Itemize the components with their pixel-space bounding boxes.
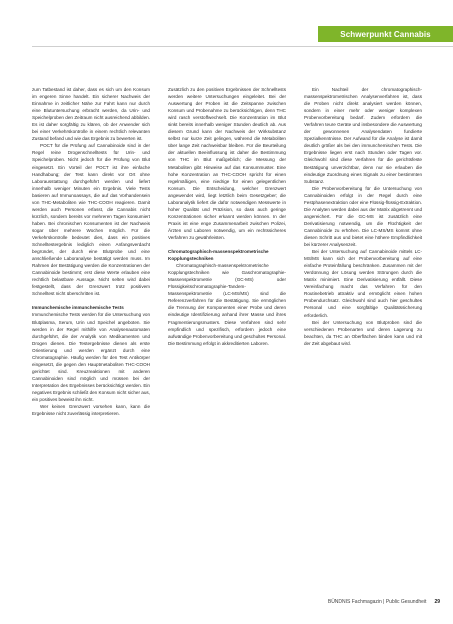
text-column-1 <box>32 86 150 586</box>
page-number: 29 <box>434 599 440 605</box>
paragraph: Bei der Untersuchung von Blutproben sind die verschiedenen Probenarten und deren Lagerung zu beachten, da THC an Oberflächen binden kann und mit der Zeit abgebaut wird. <box>304 319 422 346</box>
header-rule <box>32 46 453 47</box>
journal-name: BÜNDNIS Fachmagazin | Public Gesundheit <box>327 599 427 605</box>
subheading: Immunchemische immunchemische Tests <box>32 305 124 311</box>
paragraph: Zusätzlich zu den positiven Ergebnissen der Schnelltests werden weitere Untersuchungen eingeleitet. Bei der Auswertung der Proben ist die Zeitspanne zwischen Konsum und Probenahme zu berücksichtigen, denn THC wird rasch verstoffwechselt. Die Konzentration im Blut sinkt bereits innerhalb weniger Stunden deutlich ab. Aus diesem Grund kann der Nachweis der Wirksubstanz selbst nur kurze Zeit gelingen, während die Metaboliten über lange Zeit nachweisbar bleiben. Für die Beurteilung der aktuellen Beeinflussung ist daher die Bestimmung von THC im Blut maßgeblich; die Messung der Metaboliten gibt Hinweise auf das Konsummuster. Eine hohe Konzentration an THC-COOH spricht für einen regelmäßigen, eine niedrige für einen gelegentlichen Konsum. Die Entscheidung, welcher Grenzwert angewendet wird, liegt letztlich beim Gesetzgeber; die Laboranalytik liefert die dafür notwendigen Messwerte in hoher Qualität und Präzision, so dass auch geringe Konzentrationen sicher erkannt werden können. In der Praxis ist eine enge Zusammenarbeit zwischen Polizei, Ärzten und Laboren notwendig, um ein rechtssicheres Verfahren zu gewährleisten. <box>168 87 286 240</box>
paragraph: Wer keinen Grenzwert vorsehen kann, kann die Ergebnisse nicht zuverlässig interpretieren. <box>32 404 150 417</box>
paragraph: Immunchemische Tests werden für die Untersuchung von Blutplasma, Serum, Urin und Speichel angeboten. Sie werden in der Regel mithilfe von Analysenautomaten durchgeführt, die der Analytik von Medikamenten und Drogen dienen. Die Testergebnisse dienen als erste Orientierung und werden ergänzt durch eine Chromatographie. Häufig werden für den Test Antikörper eingesetzt, die gegen den Hauptmetaboliten THC-COOH gerichtet sind. Kreuzreaktionen mit anderen Cannabinoiden sind möglich und müssen bei der Interpretation des Ergebnisses berücksichtigt werden. Ein negatives Ergebnis schließt den Konsum nicht sicher aus, ein positives beweist ihn nicht. <box>32 312 150 403</box>
paragraph: Bei der Untersuchung auf Cannabinoide mittels LC-MS/MS kann sich der Probenvorbereitung auf eine einfache Proteinfällung beschränken. Zusammen mit der Verdünnung der Lösung werden Störungen durch die Matrix minimiert. Eine Derivatisierung entfällt. Diese Vereinfachung macht das Verfahren für den Routinebetrieb attraktiv und ermöglicht einen hohen Probendurchsatz. Gleichwohl sind auch hier geschultes Personal und eine sorgfältige Qualitätssicherung erforderlich. <box>304 249 422 318</box>
paragraph: Ein Nachteil der chromatographisch-massenspektrometrischen Analysenverfahren ist, dass die Proben nicht direkt analysiert werden können, sondern in einer mehr oder weniger komplexen Probenvorbereitung bedarf. Zudem erfordern die Verfahren teure Geräte und insbesondere die Auswertung der gewonnenen Analysendaten fundierte Spezialkenntnisse. Der Aufwand für die Analyse ist damit deutlich größer als bei den immunchemischen Tests. Die Ergebnisse liegen erst nach Stunden oder Tagen vor. Gleichwohl sind diese Verfahren für die gerichtsfeste Bestätigung unverzichtbar, denn nur sie erlauben die eindeutige Zuordnung eines Signals zu einer bestimmten Substanz. <box>304 87 422 184</box>
text-column-2 <box>168 86 286 586</box>
section-tab: Schwerpunkt Cannabis <box>318 26 453 42</box>
page-footer <box>300 597 440 607</box>
subheading: Chromatographisch-massenspektrometrische Kopplungstechniken <box>168 249 269 262</box>
paragraph: POCT für die Prüfung auf Cannabinoide sind in der Regel reine Drogenschnelltests für Urin- und Speichelproben. Nicht jedoch für die Prüfung von Blut eingesetzt. Ein Vorteil der POCT ist ihre einfache Handhabung; der Test kann direkt vor Ort ohne Laborausstattung durchgeführt werden und liefert innerhalb weniger Minuten ein Ergebnis. Viele Tests basieren auf Immunoassays, die auf das Vorhandensein von THC-Metaboliten wie THC-COOH reagieren. Damit werden auch Personen erfasst, die Cannabis nicht kürzlich, sondern bereits vor mehreren Tagen konsumiert haben. Bei chronischen Konsumenten ist der Nachweis sogar über mehrere Wochen möglich. Für die Verkehrskontrolle bedeutet dies, dass ein positives Schnelltestergebnis lediglich einen Anfangsverdacht begründet, der durch eine Blutprobe und eine anschließende Laboranalyse bestätigt werden muss. Im Rahmen der Bestätigung werden die Konzentrationen der Cannabinoide bestimmt; erst diese Werte erlauben eine rechtlich belastbare Aussage. Nicht selten wird dabei festgestellt, dass der Grenzwert trotz positivem Schnelltest nicht überschritten ist. <box>32 143 150 297</box>
paragraph: zum Tatbestand ist daher, dass es sich um den Konsum im engeren Sinne handelt. Ein sicherer Nachweis der Einnahme in zeitlicher Nähe zur Fahrt kann nur durch eine Blutuntersuchung erbracht werden, da Urin- und Speichelproben den Zeitraum nicht ausreichend abbilden. Es ist daher sorgfältig zu klären, ob der Anwender sich bei einer Verkehrskontrolle in einem rechtlich relevanten Zustand befand und wie das Ergebnis zu bewerten ist. <box>32 87 150 142</box>
paragraph: Die Probenvorbereitung für die Untersuchung von Cannabinoiden erfolgt in der Regel durch eine Festphasenextraktion oder eine Flüssig-flüssig-Extraktion. Die Analyten werden dabei aus der Matrix abgetrennt und angereichert. Für die GC-MS ist zusätzlich eine Derivatisierung notwendig, um die Flüchtigkeit der Cannabinoide zu erhöhen. Die LC-MS/MS kommt ohne diesen Schritt aus und bietet eine höhere Empfindlichkeit bei kürzerer Analysenzeit. <box>304 185 422 248</box>
text-column-3 <box>304 86 422 586</box>
article-body <box>32 86 422 586</box>
paragraph: Chromatographisch-massenspektrometrische Kopplungstechniken wie Gaschromatographie-Massenspektrometrie (GC-MS) oder Flüssigkeitschromatographie-Tandem-Massenspektrometrie (LC-MS/MS) sind die Referenzverfahren für die Bestätigung. Sie ermöglichen die Trennung der Komponenten einer Probe und deren eindeutige Identifizierung anhand ihrer Masse und ihres Fragmentierungsmusters. Diese Verfahren sind sehr empfindlich und spezifisch, erfordern jedoch eine aufwändige Probenvorbereitung und geschultes Personal. Die Bestimmung erfolgt in akkreditierten Laboren. <box>168 263 286 346</box>
